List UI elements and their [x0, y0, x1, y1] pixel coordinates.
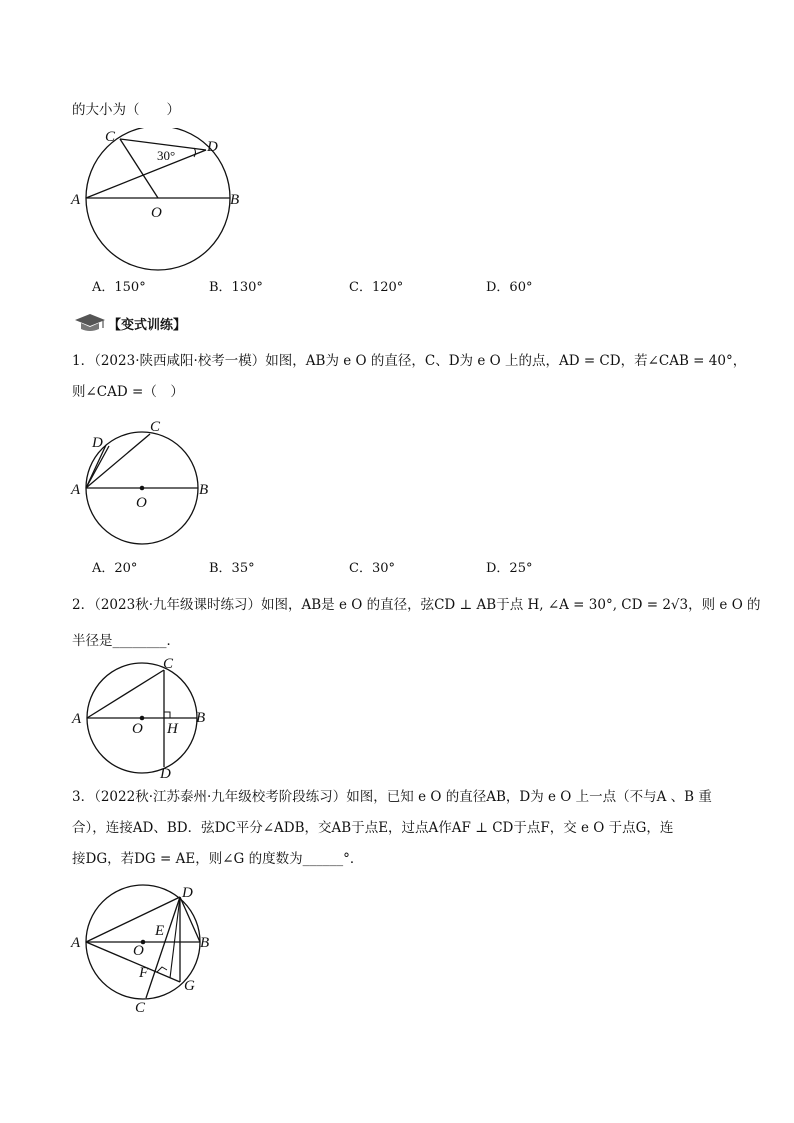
- label-D: D: [160, 766, 171, 780]
- label-H: H: [167, 721, 178, 737]
- angle-label: 30°: [157, 148, 176, 163]
- label-O: O: [151, 205, 162, 221]
- option-b[interactable]: B．130°: [209, 280, 263, 295]
- q1-line1: 1．（2023·陕西咸阳·校考一模）如图，AB为 e O 的直径，C、D为 e O 上的点，AD = CD，若∠CAB = 40°，: [72, 353, 747, 369]
- section-title: 【变式训练】: [108, 318, 187, 333]
- option-d[interactable]: D．60°: [486, 280, 533, 295]
- q3-line2: 合），连接AD、BD．弦DC平分∠ADB，交AB于点E，过点A作AF ⊥ CD于点F，交 e O 于点G，连: [72, 820, 674, 836]
- option-b[interactable]: B．35°: [209, 561, 255, 576]
- label-A: A: [72, 711, 82, 727]
- label-C: C: [150, 419, 161, 435]
- label-A: A: [71, 192, 81, 208]
- option-d[interactable]: D．25°: [486, 561, 533, 576]
- label-O: O: [133, 943, 144, 959]
- figure-q0: [66, 128, 256, 278]
- graduation-cap-icon: [74, 313, 106, 333]
- label-O: O: [132, 721, 143, 737]
- label-C: C: [135, 1000, 146, 1015]
- label-D: D: [182, 885, 193, 901]
- label-B: B: [230, 192, 240, 208]
- label-B: B: [200, 935, 210, 951]
- label-D: D: [207, 139, 218, 155]
- q1-line2: 则∠CAD =（ ）: [72, 384, 184, 400]
- figure-q2: [66, 655, 226, 780]
- option-c[interactable]: C．120°: [349, 280, 404, 295]
- intro-text: 的大小为（ ）: [72, 102, 180, 118]
- label-E: E: [155, 923, 165, 939]
- q2-line2: 半径是________．: [72, 633, 180, 649]
- option-a[interactable]: A．150°: [92, 280, 146, 295]
- label-A: A: [71, 935, 81, 951]
- q3-line1: 3．（2022秋·江苏泰州·九年级校考阶段练习）如图，已知 e O 的直径AB，D为 e O 上一点（不与A 、B 重: [72, 789, 712, 805]
- label-C: C: [163, 656, 174, 672]
- label-B: B: [199, 482, 209, 498]
- figure-q3: [66, 880, 226, 1015]
- figure-q1: [66, 413, 226, 548]
- option-c[interactable]: C．30°: [349, 561, 395, 576]
- label-F: F: [139, 965, 149, 981]
- label-G: G: [184, 978, 195, 994]
- option-a[interactable]: A．20°: [92, 561, 138, 576]
- label-C: C: [105, 129, 116, 145]
- label-O: O: [136, 495, 147, 511]
- q3-line3: 接DG，若DG = AE，则∠G 的度数为______°．: [72, 851, 364, 867]
- label-B: B: [196, 710, 206, 726]
- label-D: D: [92, 435, 103, 451]
- q2-line1: 2．（2023秋·九年级课时练习）如图，AB是 e O 的直径，弦CD ⊥ AB于点 H, ∠A = 30°, CD = 2√3，则 e O 的: [72, 597, 761, 613]
- label-A: A: [71, 482, 81, 498]
